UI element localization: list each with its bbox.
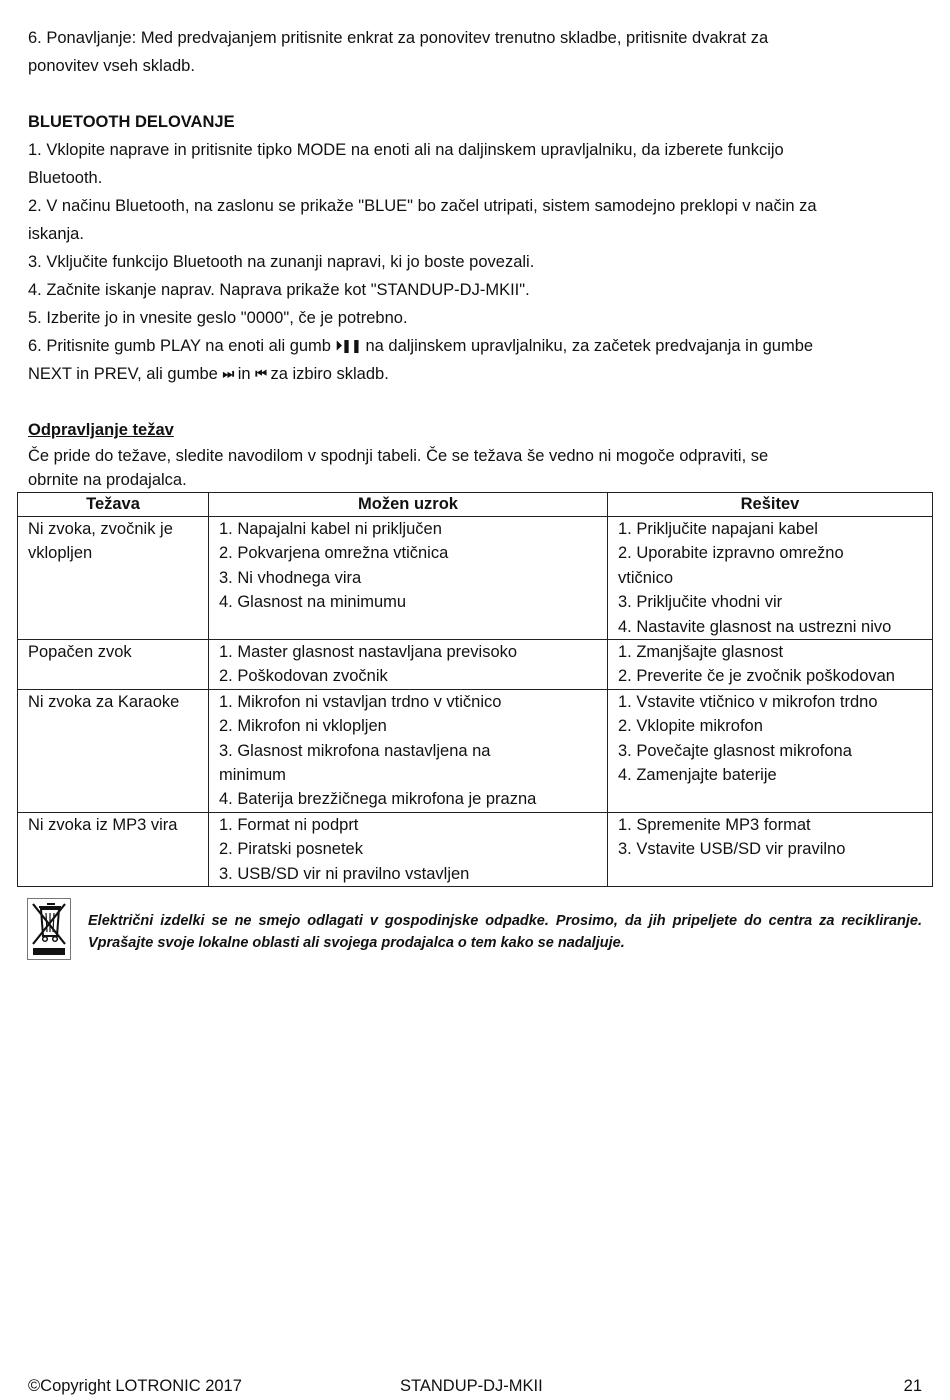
table-row <box>18 640 933 690</box>
page-number: 21 <box>903 1377 922 1395</box>
cause-cell <box>209 689 608 812</box>
weee-recycling-bin-icon <box>27 898 71 960</box>
solution-cell <box>608 689 933 812</box>
problem-line: Ni zvoka za Karaoke <box>28 692 180 711</box>
troubleshooting-table <box>17 492 933 887</box>
problem-line: Popačen zvok <box>28 643 132 662</box>
footer-copyright: ©Copyright LOTRONIC 2017 <box>28 1377 242 1395</box>
cause-line: 2. Piratski posnetek <box>219 840 363 859</box>
cause-line: 4. Baterija brezžičnega mikrofona je prazna <box>219 790 537 809</box>
cause-line: 3. Ni vhodnega vira <box>219 568 362 587</box>
solution-line: 3. Priključite vhodni vir <box>618 593 783 612</box>
troubleshooting-intro-1: Če pride do težave, sledite navodilom v spodnji tabeli. Če se težava še vedno ni mogoče odpraviti, se <box>28 447 769 465</box>
bluetooth-line: iskanja. <box>28 225 84 243</box>
bluetooth-step-6-line-1 <box>28 332 918 360</box>
bluetooth-line: 4. Začnite iskanje naprav. Naprava prikaže kot "STANDUP-DJ-MKII". <box>28 281 530 299</box>
cause-line: 1. Format ni podprt <box>219 815 359 834</box>
solution-cell <box>608 640 933 690</box>
solution-cell <box>608 812 933 886</box>
solution-line: 2. Vklopite mikrofon <box>618 717 763 736</box>
bluetooth-line: 2. V načinu Bluetooth, na zaslonu se prikaže "BLUE" bo začel utripati, sistem samodejno preklopi v način za <box>28 197 817 215</box>
table-row <box>18 517 933 640</box>
problem-cell <box>18 812 209 886</box>
table-row <box>18 689 933 812</box>
problem-line: Ni zvoka iz MP3 vira <box>28 815 178 834</box>
bluetooth-heading: BLUETOOTH DELOVANJE <box>28 113 235 131</box>
weee-notice: Električni izdelki se ne smejo odlagati v gospodinjske odpadke. Prosimo, da jih pripeljete do centra za recikliranje. Vprašajte svoje lokalne oblasti ali svojega prodajalca o tem kako se nadaljuje. <box>88 913 922 951</box>
table-body <box>18 517 933 887</box>
column-header-cause: Možen uzrok <box>209 493 608 517</box>
previous-track-icon: ⏮ <box>255 366 266 381</box>
table-header-row <box>18 493 933 517</box>
next-track-icon: ⏭ <box>222 366 234 381</box>
cause-line: minimum <box>219 766 286 785</box>
problem-cell <box>18 517 209 640</box>
cause-line: 1. Mikrofon ni vstavljan trdno v vtičnico <box>219 692 502 711</box>
cause-line: 4. Glasnost na minimumu <box>219 593 407 612</box>
cause-line: 3. USB/SD vir ni pravilno vstavljen <box>219 864 470 883</box>
troubleshooting-heading: Odpravljanje težav <box>28 421 174 439</box>
step6-text-e: za izbiro skladb. <box>270 365 389 383</box>
solution-line: 3. Vstavite USB/SD vir pravilno <box>618 840 846 859</box>
problem-line: vklopljen <box>28 544 93 563</box>
solution-line: 2. Uporabite izpravno omrežno <box>618 544 844 563</box>
solution-line: 1. Vstavite vtičnico v mikrofon trdno <box>618 692 878 711</box>
spacer <box>28 80 918 108</box>
solution-line: 1. Priključite napajani kabel <box>618 520 818 538</box>
step6-text-c: NEXT in PREV, ali gumbe <box>28 365 218 383</box>
cause-cell <box>209 640 608 690</box>
bluetooth-line: Bluetooth. <box>28 169 103 187</box>
column-header-problem: Težava <box>18 493 209 517</box>
column-header-solution: Rešitev <box>608 493 933 517</box>
spacer <box>28 388 918 416</box>
page-content <box>28 24 918 492</box>
cause-line: 2. Pokvarjena omrežna vtičnica <box>219 544 449 563</box>
solution-line: 3. Povečajte glasnost mikrofona <box>618 741 852 760</box>
cause-cell <box>209 812 608 886</box>
cause-line: 1. Master glasnost nastavljana previsoko <box>219 643 518 662</box>
step6-text-a: 6. Pritisnite gumb PLAY na enoti ali gumb <box>28 337 331 355</box>
step6-text-b: na daljinskem upravljalniku, za začetek predvajanja in gumbe <box>365 337 814 355</box>
solution-line: 4. Zamenjajte baterije <box>618 766 777 785</box>
cause-cell <box>209 517 608 640</box>
repeat-line-2: ponovitev vseh skladb. <box>28 57 195 75</box>
bluetooth-step-6-line-2 <box>28 360 918 388</box>
troubleshooting-intro-2: obrnite na prodajalca. <box>28 471 187 489</box>
cause-line: 1. Napajalni kabel ni priključen <box>219 520 442 538</box>
solution-line: 2. Preverite če je zvočnik poškodovan <box>618 667 895 686</box>
bluetooth-line: 3. Vključite funkcijo Bluetooth na zunanji napravi, ki jo boste povezali. <box>28 253 535 271</box>
play-pause-icon: ⏵❚❚ <box>335 338 361 353</box>
solution-line: 1. Spremenite MP3 format <box>618 815 811 834</box>
solution-cell <box>608 517 933 640</box>
bluetooth-line: 5. Izberite jo in vnesite geslo "0000", če je potrebno. <box>28 309 408 327</box>
cause-line: 2. Poškodovan zvočnik <box>219 667 388 686</box>
cause-line: 2. Mikrofon ni vklopljen <box>219 717 387 736</box>
solution-line: vtičnico <box>618 568 674 587</box>
step6-text-d: in <box>237 365 251 383</box>
bluetooth-line: 1. Vklopite naprave in pritisnite tipko MODE na enoti ali na daljinskem upravljalniku, da izberete funkcijo <box>28 141 784 159</box>
solution-line: 4. Nastavite glasnost na ustrezni nivo <box>618 617 892 636</box>
table-row <box>18 812 933 886</box>
problem-cell <box>18 640 209 690</box>
solution-line: 1. Zmanjšajte glasnost <box>618 643 784 662</box>
problem-cell <box>18 689 209 812</box>
cause-line: 3. Glasnost mikrofona nastavljena na <box>219 741 491 760</box>
repeat-line-1: 6. Ponavljanje: Med predvajanjem pritisnite enkrat za ponovitev trenutno skladbe, pritisnite dvakrat za <box>28 29 769 47</box>
footer-model: STANDUP-DJ-MKII <box>400 1377 543 1395</box>
page-footer <box>28 1372 922 1398</box>
problem-line: Ni zvoka, zvočnik je <box>28 520 173 538</box>
